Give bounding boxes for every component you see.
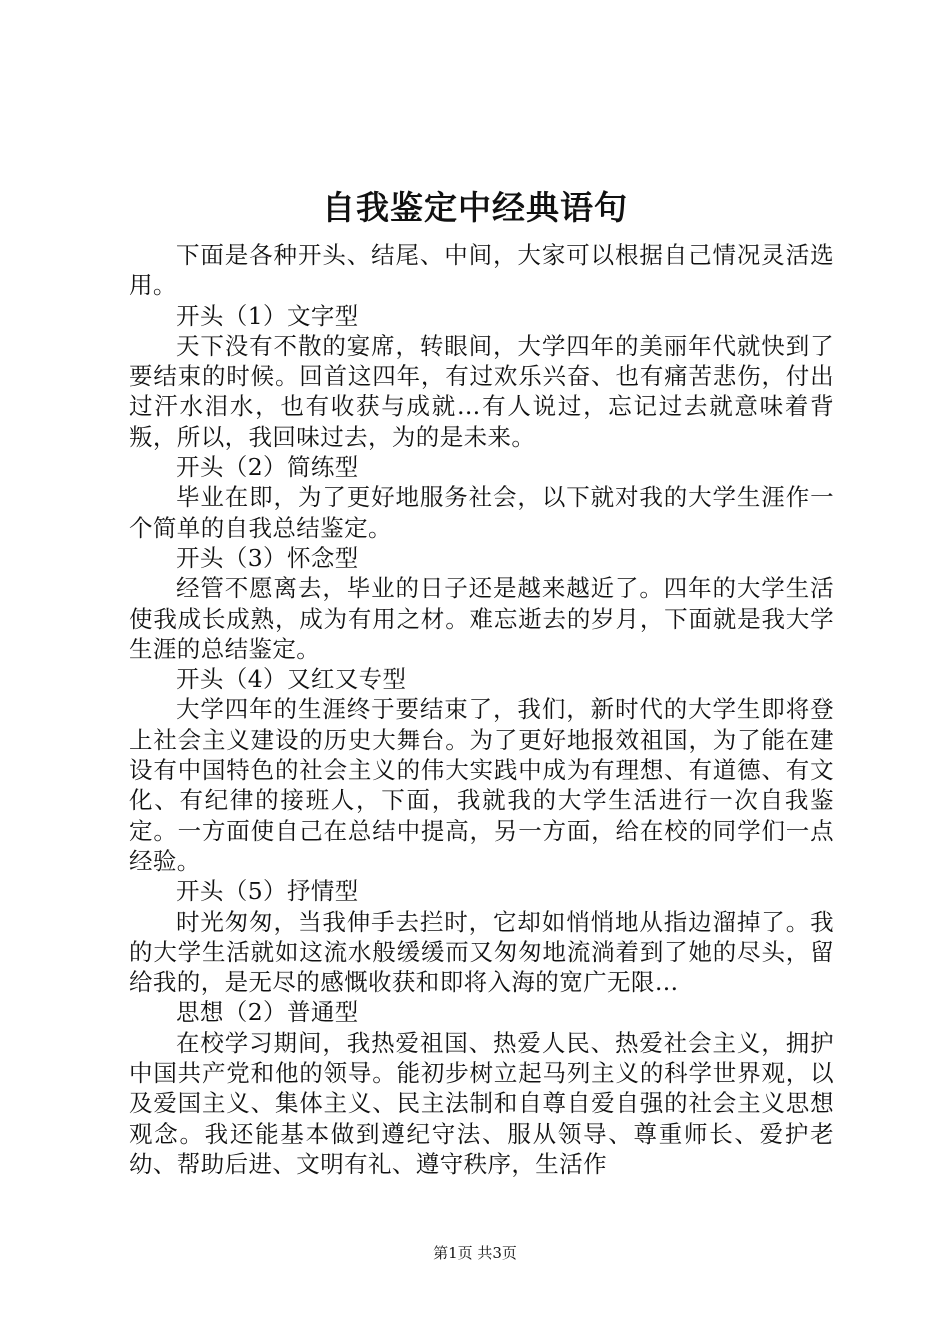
section-heading: 开头（5）抒情型 <box>176 877 359 906</box>
document-title: 自我鉴定中经典语句 <box>322 188 628 227</box>
body-paragraph: 天下没有不散的宴席，转眼间，大学四年的美丽年代就快到了要结束的时候。回首这四年，有过欢乐兴奋、也有痛苦悲伤，付出过汗水泪水，也有收获与成就…有人说过，忘记过去就意味着背叛，所以，我回味过去，为的是未来。 <box>129 331 834 451</box>
section-heading: 开头（1）文字型 <box>176 301 359 330</box>
body-paragraph: 下面是各种开头、结尾、中间，大家可以根据自己情况灵活选用。 <box>129 241 834 300</box>
section-heading: 开头（2）简练型 <box>176 453 359 482</box>
section-heading: 开头（3）怀念型 <box>176 543 359 572</box>
body-paragraph: 毕业在即，为了更好地服务社会，以下就对我的大学生涯作一个简单的自我总结鉴定。 <box>129 483 834 542</box>
body-paragraph: 在校学习期间，我热爱祖国、热爱人民、热爱社会主义，拥护中国共产党和他的领导。能初步树立起马列主义的科学世界观，以及爱国主义、集体主义、民主法制和自尊自爱自强的社会主义思想观念。我还能基本做到遵纪守法、服从领导、尊重师长、爱护老幼、帮助后进、文明有礼、遵守秩序，生活作 <box>129 1028 834 1178</box>
section-heading: 思想（2）普通型 <box>176 998 359 1027</box>
body-paragraph: 时光匆匆，当我伸手去拦时，它却如悄悄地从指边溜掉了。我的大学生活就如这流水般缓缓而又匆匆地流淌着到了她的尽头，留给我的，是无尽的感慨收获和即将入海的宽广无限… <box>129 907 834 997</box>
page-footer: 第1页 共3页 <box>433 1244 517 1262</box>
section-heading: 开头（4）又红又专型 <box>176 665 407 694</box>
body-paragraph: 经管不愿离去，毕业的日子还是越来越近了。四年的大学生活使我成长成熟，成为有用之材。难忘逝去的岁月，下面就是我大学生涯的总结鉴定。 <box>129 574 834 663</box>
document-body <box>129 240 834 1179</box>
body-paragraph: 大学四年的生涯终于要结束了，我们，新时代的大学生即将登上社会主义建设的历史大舞台。为了更好地报效祖国，为了能在建设有中国特色的社会主义的伟大实践中成为有理想、有道德、有文化、有纪律的接班人，下面，我就我的大学生活进行一次自我鉴定。一方面使自己在总结中提高，另一方面，给在校的同学们一点经验。 <box>129 695 834 875</box>
